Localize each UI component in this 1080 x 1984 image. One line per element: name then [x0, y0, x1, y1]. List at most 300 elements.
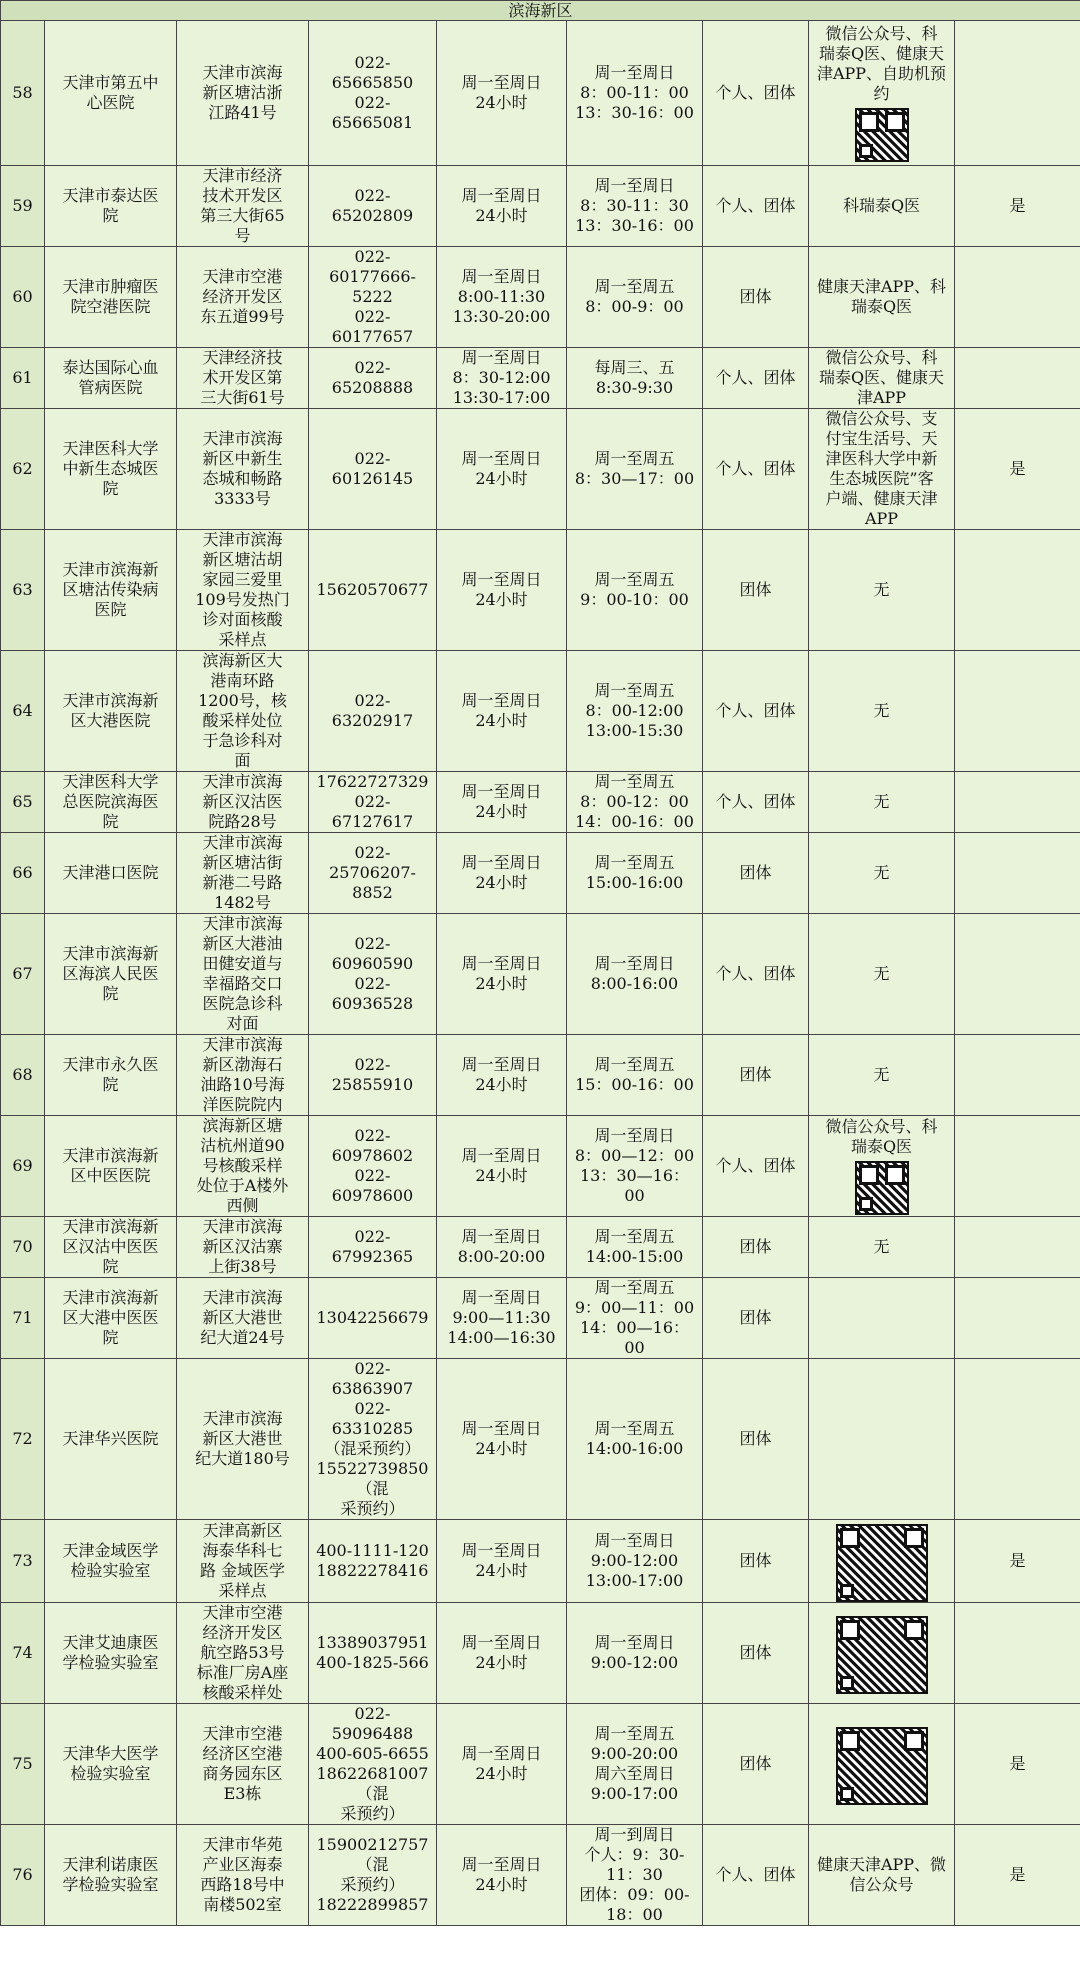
- mixed-sampling-cell: [955, 1278, 1080, 1359]
- opening-hours-cell: [437, 1520, 567, 1603]
- booking-channel-cell: [809, 1825, 955, 1926]
- contact-phone-cell: [309, 348, 437, 409]
- service-scope-cell: [703, 772, 809, 833]
- site-name-cell: [45, 530, 177, 651]
- opening-hours: 周一至周日 9:00—11:30 14:00—16:30: [447, 1288, 556, 1347]
- opening-hours: 周一至周日 24小时: [461, 853, 542, 892]
- testing-hours-cell: [567, 1035, 703, 1116]
- site-name-cell: [45, 1217, 177, 1278]
- testing-hours: 周一到周日 个人：9：30- 11：30 团体：09：00- 18：00: [579, 1825, 690, 1924]
- testing-hours: 周一至周日 8：00-11：00 13：30-16：00: [575, 63, 694, 122]
- opening-hours: 周一至周日 24小时: [461, 449, 542, 488]
- testing-hours-cell: [567, 409, 703, 530]
- opening-hours-cell: [437, 530, 567, 651]
- site-name-cell: [45, 772, 177, 833]
- service-scope: 团体: [739, 1065, 772, 1084]
- mixed-sampling: 是: [1009, 1551, 1026, 1570]
- testing-hours: 周一至周五 8：00-12：00 14：00-16：00: [575, 772, 694, 831]
- service-scope: 个人、团体: [715, 196, 796, 215]
- site-address: 天津市滨海 新区渤海石 油路10号海 洋医院院内: [200, 1035, 285, 1114]
- site-name: 天津市滨海新 区海滨人民医 院: [62, 944, 159, 1003]
- site-name-cell: [45, 1035, 177, 1116]
- booking-channel-cell: [809, 833, 955, 914]
- contact-phone-cell: [309, 166, 437, 247]
- site-address: 天津市滨海 新区中新生 态城和畅路 3333号: [202, 429, 283, 508]
- service-scope-cell: [703, 651, 809, 772]
- site-name: 天津港口医院: [62, 863, 159, 882]
- site-name: 天津医科大学 总医院滨海医 院: [62, 772, 159, 831]
- site-address: 滨海新区大 港南环路 1200号，核 酸采样处位 于急诊科对 面: [198, 651, 287, 770]
- table-row: [1, 348, 1080, 409]
- booking-channel-cell: [809, 651, 955, 772]
- site-address: 天津市滨海 新区大港世 纪大道24号: [200, 1288, 285, 1347]
- service-scope-cell: [703, 914, 809, 1035]
- row-number: 70: [12, 1237, 33, 1256]
- table-row: [1, 651, 1080, 772]
- service-scope: 团体: [739, 863, 772, 882]
- opening-hours-cell: [437, 1035, 567, 1116]
- opening-hours-cell: [437, 651, 567, 772]
- site-address-cell: [177, 1603, 309, 1704]
- site-name: 天津利诺康医 学检验实验室: [62, 1855, 159, 1894]
- booking-channel-cell: [809, 21, 955, 166]
- opening-hours-cell: [437, 914, 567, 1035]
- row-number-cell: [1, 247, 45, 348]
- contact-phone: 022-60960590 022-60936528: [331, 934, 414, 1013]
- table-row: [1, 1520, 1080, 1603]
- mixed-sampling-cell: [955, 247, 1080, 348]
- mixed-sampling-cell: [955, 1116, 1080, 1217]
- opening-hours: 周一至周日 8:00-11:30 13:30-20:00: [452, 267, 551, 326]
- service-scope: 个人、团体: [715, 964, 796, 983]
- site-address-cell: [177, 1035, 309, 1116]
- site-address: 天津市滨海 新区塘沽胡 家园三爱里 109号发热门 诊对面核酸 采样点: [195, 530, 290, 649]
- service-scope: 个人、团体: [715, 83, 796, 102]
- mixed-sampling-cell: [955, 21, 1080, 166]
- testing-hours-cell: [567, 1116, 703, 1217]
- table-row: [1, 1359, 1080, 1520]
- opening-hours: 周一至周日 24小时: [461, 186, 542, 225]
- row-number: 62: [12, 459, 33, 478]
- row-number-cell: [1, 772, 45, 833]
- testing-hours-cell: [567, 1704, 703, 1825]
- opening-hours-cell: [437, 1217, 567, 1278]
- service-scope: 团体: [739, 1643, 772, 1662]
- opening-hours-cell: [437, 1116, 567, 1217]
- site-name: 天津市滨海新 区中医医院: [62, 1146, 159, 1185]
- site-address-cell: [177, 530, 309, 651]
- testing-hours: 周一至周五 8：00-12:00 13:00-15:30: [585, 681, 684, 740]
- opening-hours-cell: [437, 1359, 567, 1520]
- table-row: [1, 1116, 1080, 1217]
- opening-hours-cell: [437, 348, 567, 409]
- site-address-cell: [177, 1278, 309, 1359]
- service-scope-cell: [703, 21, 809, 166]
- site-name-cell: [45, 1278, 177, 1359]
- row-number: 58: [12, 83, 33, 102]
- site-name-cell: [45, 1704, 177, 1825]
- table-row: [1, 21, 1080, 166]
- site-address-cell: [177, 914, 309, 1035]
- testing-hours-cell: [567, 1217, 703, 1278]
- booking-channel-cell: [809, 1603, 955, 1704]
- mixed-sampling-cell: [955, 1704, 1080, 1825]
- table-row: [1, 166, 1080, 247]
- service-scope-cell: [703, 1825, 809, 1926]
- service-scope: 团体: [739, 1551, 772, 1570]
- site-address-cell: [177, 247, 309, 348]
- booking-channel: 无: [873, 1237, 890, 1256]
- mixed-sampling-cell: [955, 833, 1080, 914]
- site-name: 天津艾迪康医 学检验实验室: [62, 1633, 159, 1672]
- row-number: 71: [12, 1308, 33, 1327]
- testing-hours: 周一至周五 15：00-16：00: [575, 1055, 694, 1094]
- testing-hours-cell: [567, 651, 703, 772]
- testing-hours-cell: [567, 1825, 703, 1926]
- row-number: 67: [12, 964, 33, 983]
- service-scope-cell: [703, 247, 809, 348]
- mixed-sampling-cell: [955, 530, 1080, 651]
- site-address: 天津市空港 经济开发区 航空路53号 标准厂房A座 核酸采样处: [196, 1603, 289, 1702]
- qr-code-icon: [836, 1616, 928, 1694]
- contact-phone-cell: [309, 1825, 437, 1926]
- testing-hours: 周一至周五 9:00-20:00 周六至周日 9:00-17:00: [590, 1724, 679, 1803]
- site-address-cell: [177, 1704, 309, 1825]
- site-name: 天津华兴医院: [62, 1429, 159, 1448]
- row-number: 64: [12, 701, 33, 720]
- contact-phone: 13042256679: [316, 1308, 429, 1327]
- site-address: 天津市滨海 新区汉沽医 院路28号: [202, 772, 283, 831]
- table-row: [1, 1704, 1080, 1825]
- contact-phone: 022-63202917: [331, 691, 414, 730]
- site-address-cell: [177, 1359, 309, 1520]
- contact-phone-cell: [309, 247, 437, 348]
- table-row: [1, 1217, 1080, 1278]
- mixed-sampling-cell: [955, 409, 1080, 530]
- row-number: 61: [12, 368, 33, 387]
- opening-hours: 周一至周日 24小时: [461, 1744, 542, 1783]
- testing-hours: 周一至周日 9:00-12:00 13:00-17:00: [585, 1531, 684, 1590]
- contact-phone-cell: [309, 1704, 437, 1825]
- row-number: 63: [12, 580, 33, 599]
- site-address: 天津市经济 技术开发区 第三大街65 号: [200, 166, 285, 245]
- service-scope: 个人、团体: [715, 368, 796, 387]
- contact-phone-cell: [309, 1278, 437, 1359]
- site-name-cell: [45, 1603, 177, 1704]
- booking-channel: 微信公众号、科 瑞泰Q医、健康天 津APP、自助机预 约: [816, 24, 947, 103]
- mixed-sampling-cell: [955, 166, 1080, 247]
- site-address: 天津市滨海 新区塘沽浙 江路41号: [202, 63, 283, 122]
- row-number-cell: [1, 1035, 45, 1116]
- site-name: 天津市滨海新 区塘沽传染病 医院: [62, 560, 159, 619]
- row-number-cell: [1, 1520, 45, 1603]
- booking-channel-cell: [809, 166, 955, 247]
- contact-phone: 022-65208888: [331, 358, 414, 397]
- mixed-sampling-cell: [955, 1520, 1080, 1603]
- site-name: 天津市永久医 院: [62, 1055, 159, 1094]
- site-name: 天津市第五中 心医院: [62, 73, 159, 112]
- mixed-sampling-cell: [955, 348, 1080, 409]
- row-number: 72: [12, 1429, 33, 1448]
- service-scope: 团体: [739, 1237, 772, 1256]
- testing-hours-cell: [567, 1278, 703, 1359]
- booking-channel: 微信公众号、科 瑞泰Q医、健康天 津APP: [818, 348, 945, 407]
- service-scope-cell: [703, 1278, 809, 1359]
- testing-hours: 周一至周日 9:00-12:00: [590, 1633, 679, 1672]
- table-row: [1, 530, 1080, 651]
- site-address: 天津市华苑 产业区海泰 西路18号中 南楼502室: [200, 1835, 285, 1914]
- opening-hours: 周一至周日 24小时: [461, 1633, 542, 1672]
- row-number-cell: [1, 1603, 45, 1704]
- site-address-cell: [177, 166, 309, 247]
- contact-phone: 022-65665850 022-65665081: [331, 53, 414, 132]
- booking-channel-cell: [809, 772, 955, 833]
- row-number-cell: [1, 1825, 45, 1926]
- service-scope-cell: [703, 409, 809, 530]
- site-address-cell: [177, 348, 309, 409]
- row-number: 76: [12, 1865, 33, 1884]
- mixed-sampling-cell: [955, 772, 1080, 833]
- service-scope: 团体: [739, 1754, 772, 1773]
- site-name: 天津市滨海新 区大港医院: [62, 691, 159, 730]
- contact-phone: 022-59096488 400-605-6655 18622681007（混 采预约）: [316, 1704, 429, 1823]
- contact-phone-cell: [309, 772, 437, 833]
- service-scope-cell: [703, 1116, 809, 1217]
- row-number-cell: [1, 914, 45, 1035]
- table-row: [1, 1825, 1080, 1926]
- booking-channel: 微信公众号、科 瑞泰Q医: [825, 1117, 938, 1156]
- qr-code-icon: [836, 1727, 928, 1805]
- testing-hours-cell: [567, 772, 703, 833]
- qr-code-icon: [855, 1161, 909, 1215]
- row-number-cell: [1, 409, 45, 530]
- site-name-cell: [45, 914, 177, 1035]
- booking-channel-cell: [809, 914, 955, 1035]
- row-number-cell: [1, 651, 45, 772]
- mixed-sampling-cell: [955, 1825, 1080, 1926]
- testing-hours: 周一至周日 8：00—12：00 13：30—16： 00: [574, 1126, 695, 1205]
- row-number-cell: [1, 1704, 45, 1825]
- mixed-sampling-cell: [955, 914, 1080, 1035]
- opening-hours-cell: [437, 247, 567, 348]
- site-address-cell: [177, 1825, 309, 1926]
- site-name: 天津市肿瘤医 院空港医院: [62, 277, 159, 316]
- site-address-cell: [177, 1116, 309, 1217]
- testing-hours: 周一至周日 8:00-16:00: [590, 954, 679, 993]
- table-row: [1, 409, 1080, 530]
- site-address-cell: [177, 409, 309, 530]
- table-row: [1, 1603, 1080, 1704]
- opening-hours: 周一至周日 24小时: [461, 782, 542, 821]
- site-address: 滨海新区塘 沽杭州道90 号核酸采样 处位于A楼外 西侧: [196, 1116, 289, 1215]
- opening-hours: 周一至周日 8:00-20:00: [457, 1227, 546, 1266]
- booking-channel: 无: [873, 701, 890, 720]
- contact-phone-cell: [309, 1116, 437, 1217]
- booking-channel: 微信公众号、支 付宝生活号、天 津医科大学中新 生态城医院”客 户端、健康天津 APP: [825, 409, 938, 528]
- booking-channel-cell: [809, 1035, 955, 1116]
- mixed-sampling-cell: [955, 651, 1080, 772]
- service-scope: 团体: [739, 1429, 772, 1448]
- table-row: [1, 1035, 1080, 1116]
- service-scope-cell: [703, 1217, 809, 1278]
- testing-hours: 周一至周日 8：30-11：30 13：30-16：00: [575, 176, 694, 235]
- opening-hours: 周一至周日 24小时: [461, 1146, 542, 1185]
- booking-channel-cell: [809, 1116, 955, 1217]
- testing-hours-cell: [567, 247, 703, 348]
- contact-phone: 400-1111-120 18822278416: [316, 1541, 429, 1580]
- row-number: 74: [12, 1643, 33, 1662]
- contact-phone-cell: [309, 1359, 437, 1520]
- row-number-cell: [1, 21, 45, 166]
- site-name-cell: [45, 833, 177, 914]
- opening-hours-cell: [437, 1603, 567, 1704]
- service-scope-cell: [703, 1603, 809, 1704]
- booking-channel-cell: [809, 1359, 955, 1520]
- qr-code-icon: [855, 108, 909, 162]
- testing-hours: 周一至周五 8：30—17：00: [574, 449, 695, 488]
- service-scope: 团体: [739, 580, 772, 599]
- opening-hours-cell: [437, 166, 567, 247]
- contact-phone: 022-67992365: [331, 1227, 414, 1266]
- site-name-cell: [45, 651, 177, 772]
- testing-hours: 周一至周五 9：00-10：00: [580, 570, 689, 609]
- contact-phone-cell: [309, 833, 437, 914]
- row-number-cell: [1, 833, 45, 914]
- opening-hours-cell: [437, 409, 567, 530]
- contact-phone-cell: [309, 1035, 437, 1116]
- row-number-cell: [1, 1217, 45, 1278]
- testing-hours-cell: [567, 530, 703, 651]
- row-number: 75: [12, 1754, 33, 1773]
- mixed-sampling-cell: [955, 1359, 1080, 1520]
- testing-hours-cell: [567, 348, 703, 409]
- table-row: [1, 772, 1080, 833]
- contact-phone: 17622727329 022-67127617: [316, 772, 429, 831]
- contact-phone: 15900212757（混 采预约） 18222899857: [316, 1835, 429, 1914]
- contact-phone-cell: [309, 1603, 437, 1704]
- site-address: 天津市滨海 新区大港世 纪大道180号: [195, 1409, 290, 1468]
- testing-hours-cell: [567, 166, 703, 247]
- row-number-cell: [1, 1116, 45, 1217]
- opening-hours: 周一至周日 24小时: [461, 691, 542, 730]
- contact-phone: 022-63863907 022-63310285 （混采预约） 15522739850（混 采预约）: [316, 1359, 429, 1518]
- mixed-sampling-cell: [955, 1603, 1080, 1704]
- booking-channel-cell: [809, 1520, 955, 1603]
- mixed-sampling: 是: [1009, 1865, 1026, 1884]
- opening-hours-cell: [437, 1825, 567, 1926]
- booking-channel: 科瑞泰Q医: [842, 196, 921, 215]
- contact-phone-cell: [309, 1520, 437, 1603]
- booking-channel-cell: [809, 1278, 955, 1359]
- row-number-cell: [1, 1359, 45, 1520]
- service-scope: 个人、团体: [715, 792, 796, 811]
- contact-phone-cell: [309, 1217, 437, 1278]
- booking-channel: 无: [873, 863, 890, 882]
- booking-channel-cell: [809, 1217, 955, 1278]
- site-address-cell: [177, 1520, 309, 1603]
- booking-channel-cell: [809, 348, 955, 409]
- site-name-cell: [45, 166, 177, 247]
- service-scope: 个人、团体: [715, 1156, 796, 1175]
- site-name: 天津市滨海新 区大港中医医 院: [62, 1288, 159, 1347]
- booking-channel: 无: [873, 580, 890, 599]
- booking-channel-cell: [809, 1704, 955, 1825]
- service-scope-cell: [703, 166, 809, 247]
- testing-hours-cell: [567, 21, 703, 166]
- opening-hours-cell: [437, 772, 567, 833]
- testing-hours: 每周三、五 8:30-9:30: [594, 358, 675, 397]
- site-name: 天津金域医学 检验实验室: [62, 1541, 159, 1580]
- testing-hours-cell: [567, 1520, 703, 1603]
- contact-phone-cell: [309, 651, 437, 772]
- district-header: 滨海新区: [1, 1, 1080, 21]
- testing-hours: 周一至周五 8：00-9：00: [585, 277, 684, 316]
- service-scope: 团体: [739, 1308, 772, 1327]
- testing-hours-cell: [567, 1603, 703, 1704]
- site-address: 天津市滨海 新区塘沽街 新港二号路 1482号: [202, 833, 283, 912]
- testing-hours: 周一至周五 9：00—11：00 14：00—16：00: [574, 1278, 695, 1357]
- opening-hours: 周一至周日 24小时: [461, 570, 542, 609]
- opening-hours: 周一至周日 24小时: [461, 1419, 542, 1458]
- qr-code-icon: [836, 1524, 928, 1602]
- contact-phone: 022-65202809: [331, 186, 414, 225]
- contact-phone: 022-25706207- 8852: [329, 843, 416, 902]
- service-scope: 个人、团体: [715, 459, 796, 478]
- mixed-sampling-cell: [955, 1035, 1080, 1116]
- service-scope-cell: [703, 530, 809, 651]
- service-scope: 团体: [739, 287, 772, 306]
- contact-phone: 022-60126145: [331, 449, 414, 488]
- opening-hours-cell: [437, 21, 567, 166]
- contact-phone: 15620570677: [316, 580, 429, 599]
- testing-hours-cell: [567, 1359, 703, 1520]
- row-number: 69: [12, 1156, 33, 1175]
- opening-hours: 周一至周日 24小时: [461, 1055, 542, 1094]
- site-name: 天津华大医学 检验实验室: [62, 1744, 159, 1783]
- row-number: 68: [12, 1065, 33, 1084]
- service-scope: 个人、团体: [715, 701, 796, 720]
- site-address: 天津高新区 海泰华科七 路 金域医学 采样点: [199, 1521, 286, 1600]
- service-scope-cell: [703, 1520, 809, 1603]
- row-number: 66: [12, 863, 33, 882]
- site-address: 天津市空港 经济开发区 东五道99号: [200, 267, 285, 326]
- booking-channel: 无: [873, 792, 890, 811]
- site-name-cell: [45, 409, 177, 530]
- testing-hours-cell: [567, 833, 703, 914]
- testing-hours: 周一至周五 14:00-16:00: [585, 1419, 684, 1458]
- booking-channel-cell: [809, 530, 955, 651]
- booking-channel-cell: [809, 247, 955, 348]
- site-address: 天津市滨海 新区大港油 田健安道与 幸福路交口 医院急诊科 对面: [202, 914, 283, 1033]
- service-scope-cell: [703, 1704, 809, 1825]
- row-number-cell: [1, 166, 45, 247]
- opening-hours: 周一至周日 8：30-12:00 13:30-17:00: [452, 348, 551, 407]
- site-name-cell: [45, 348, 177, 409]
- site-name: 天津医科大学 中新生态城医 院: [62, 439, 159, 498]
- site-address: 天津经济技 术开发区第 三大街61号: [200, 348, 285, 407]
- site-address-cell: [177, 833, 309, 914]
- booking-channel: 健康天津APP、科 瑞泰Q医: [816, 277, 947, 316]
- site-name-cell: [45, 1359, 177, 1520]
- opening-hours: 周一至周日 24小时: [461, 1855, 542, 1894]
- row-number-cell: [1, 1278, 45, 1359]
- site-name-cell: [45, 1116, 177, 1217]
- mixed-sampling-cell: [955, 1217, 1080, 1278]
- row-number-cell: [1, 530, 45, 651]
- contact-phone-cell: [309, 21, 437, 166]
- testing-hours-cell: [567, 914, 703, 1035]
- contact-phone: 022-25855910: [331, 1055, 414, 1094]
